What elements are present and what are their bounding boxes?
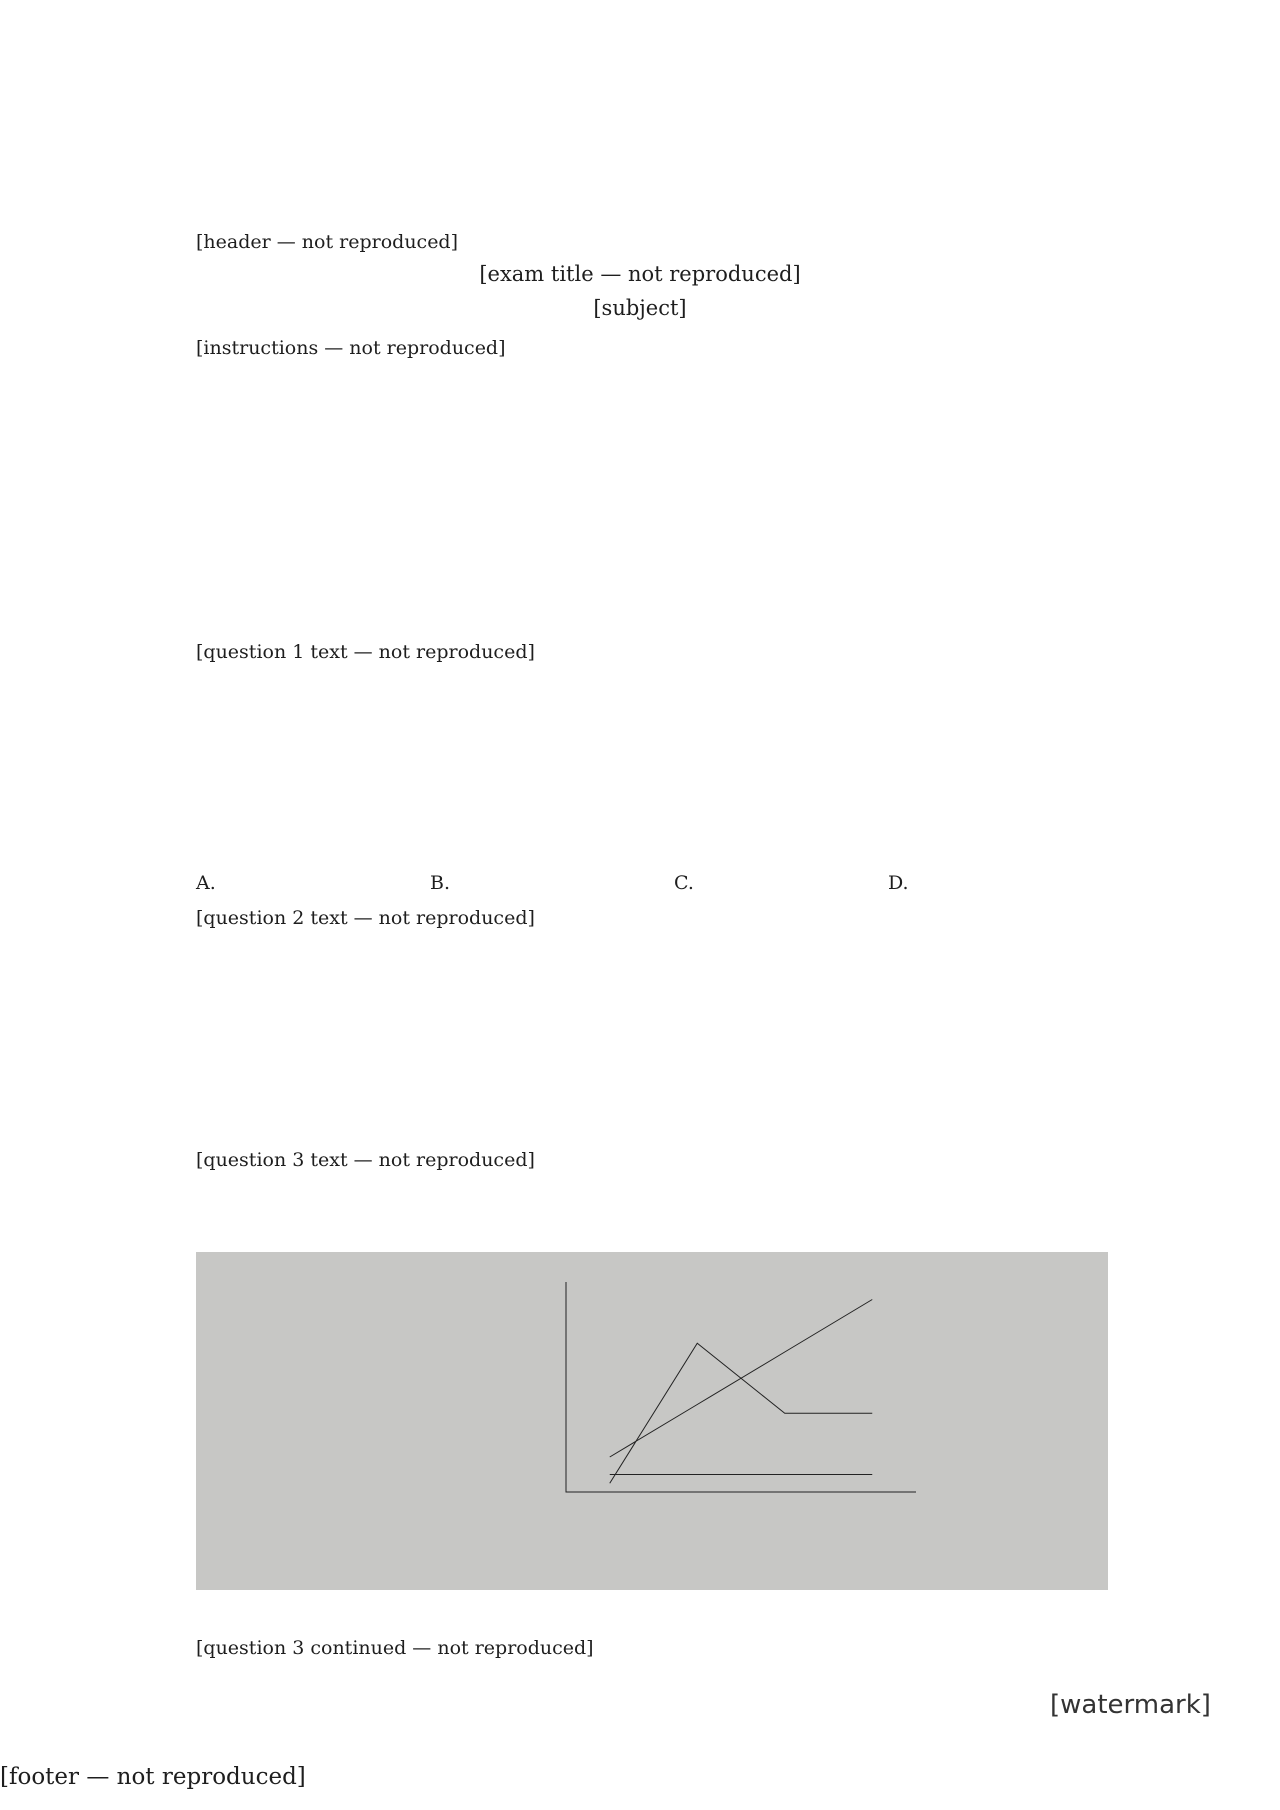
series-line-1 <box>610 1343 873 1483</box>
q1-option-a: A. <box>196 872 216 894</box>
q3-question: [question 3 continued — not reproduced] <box>196 1637 594 1659</box>
subject-title: [subject] <box>593 296 687 320</box>
q1-option-c: C. <box>674 872 694 894</box>
chart-axis <box>566 1282 916 1492</box>
chart-figure <box>196 1252 1108 1590</box>
q3-line: [question 3 text — not reproduced] <box>196 1149 535 1171</box>
q1-option-d: D. <box>888 872 909 894</box>
exam-title: [exam title — not reproduced] <box>479 262 801 286</box>
chart <box>196 1252 1108 1590</box>
footer-note: [footer — not reproduced] <box>0 1764 306 1790</box>
confidential-label: [header — not reproduced] <box>196 231 459 253</box>
q1-option-b: B. <box>430 872 451 894</box>
notes-line: [instructions — not reproduced] <box>196 337 506 359</box>
q1-line: [question 1 text — not reproduced] <box>196 641 535 663</box>
q2-line: [question 2 text — not reproduced] <box>196 907 535 929</box>
wechat-watermark: [watermark] <box>1050 1690 1211 1720</box>
